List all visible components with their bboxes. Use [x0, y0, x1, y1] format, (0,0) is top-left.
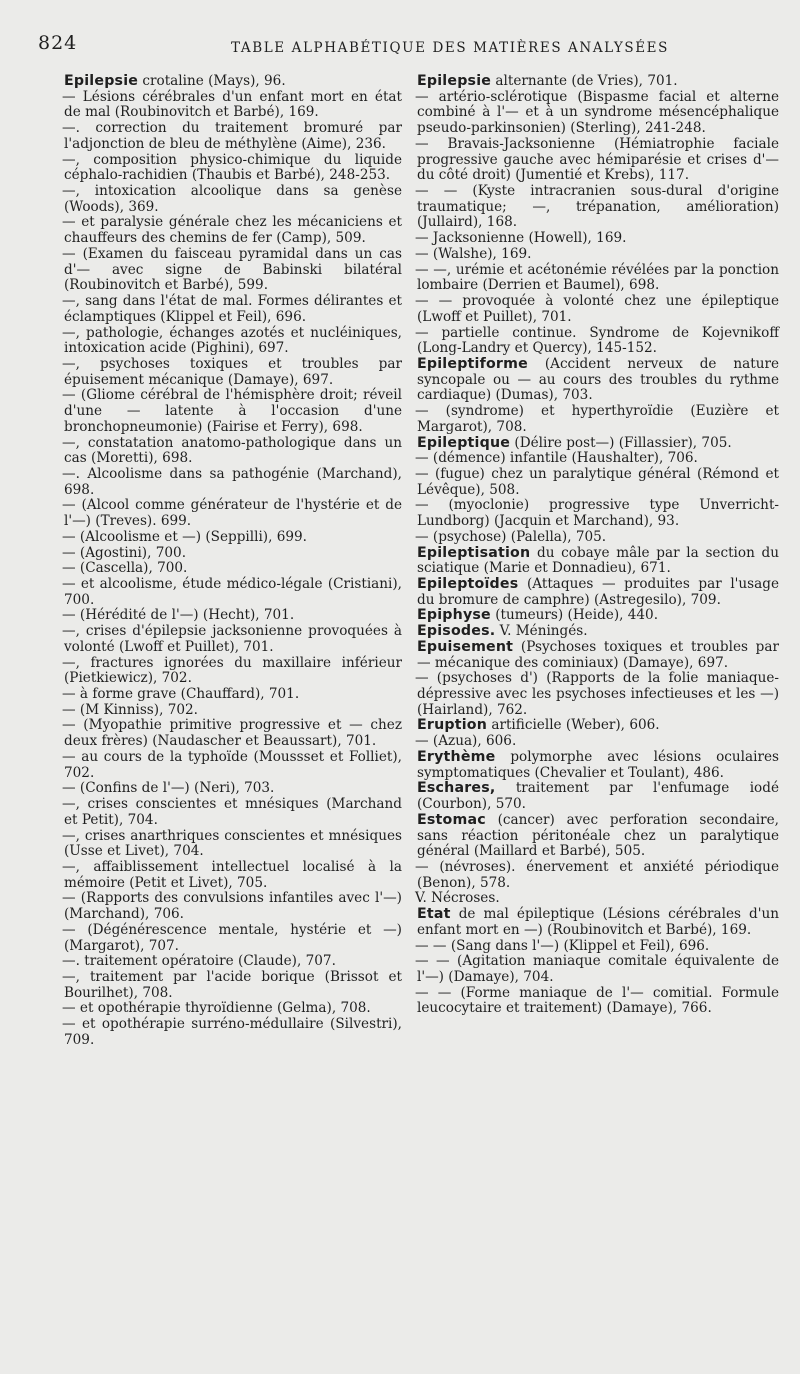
entry-text: —, fractures ignorées du maxillaire inférieur (Pietkiewicz), 702.	[62, 654, 402, 687]
index-entry-sub	[64, 703, 402, 719]
entry-text: — et alcoolisme, étude médico-légale (Cristiani), 700.	[62, 576, 402, 608]
entry-text: — — (Agitation maniaque comitale équivalente de l'—) (Damaye), 704.	[415, 953, 779, 985]
index-entry-sub	[64, 436, 402, 467]
index-entry-sub	[64, 970, 402, 1001]
entry-headword: Epileptiforme	[417, 355, 528, 372]
entry-text: alternante (de Vries), 701.	[491, 73, 678, 89]
running-title: TABLE ALPHABÉTIQUE DES MATIÈRES ANALYSÉES	[230, 40, 669, 56]
entry-headword: Epileptique	[417, 434, 511, 451]
index-entry-sub	[417, 451, 779, 467]
index-entry-sub	[417, 90, 779, 137]
index-entry-sub	[64, 954, 402, 970]
index-entry-sub	[417, 860, 779, 891]
entry-headword: Erythème	[417, 748, 496, 765]
index-entry-sub	[417, 467, 779, 498]
entry-text: — (Examen du faisceau pyramidal dans un cas d'— avec signe de Babinski bilatéral (Roubinovitch et Barbé), 599.	[62, 245, 402, 294]
index-entry-sub	[64, 797, 402, 828]
entry-text: polymorphe avec lésions oculaires symptomatiques (Chevalier et Toulant), 486.	[417, 748, 779, 781]
index-entry-main	[417, 624, 779, 640]
index-entry-main	[417, 546, 779, 577]
index-entry-sub	[64, 184, 402, 215]
index-entry-main	[417, 577, 779, 608]
entry-text: —, psychoses toxiques et troubles par épuisement mécanique (Damaye), 697.	[62, 355, 402, 388]
index-entry-sub	[64, 891, 402, 922]
index-entry-sub	[417, 247, 779, 263]
index-entry-main	[417, 74, 779, 90]
index-entry-sub	[64, 687, 402, 703]
index-entry-sub	[417, 137, 779, 184]
entry-headword: Estomac	[417, 811, 486, 828]
index-entry-sub	[417, 530, 779, 546]
entry-headword: Etat	[417, 906, 451, 923]
entry-text: —, sang dans l'état de mal. Formes délirantes et éclamptiques (Klippel et Feil), 696.	[62, 293, 402, 325]
entry-text: (Psychoses toxiques et troubles par — mécanique des cominiaux) (Damaye), 697.	[417, 638, 779, 671]
entry-headword: Epilepsie	[417, 73, 492, 89]
entry-text: — et opothérapie surréno-médullaire (Silvestri), 709.	[62, 1016, 402, 1048]
entry-text: —, crises conscientes et mnésiques (Marchand et Petit), 704.	[62, 796, 402, 828]
index-entry-sub	[417, 986, 779, 1017]
index-entry-main	[417, 436, 779, 452]
index-entry-main	[64, 74, 402, 90]
index-entry-main	[417, 750, 779, 781]
index-entry-sub	[64, 326, 402, 357]
entry-text: — (psychose) (Palella), 705.	[415, 528, 607, 545]
index-entry-sub	[64, 153, 402, 184]
entry-text: — (Azua), 606.	[415, 733, 517, 750]
entry-text: V. Nécroses.	[415, 890, 500, 907]
entry-text: — Bravais-Jacksonienne (Hémiatrophie faciale progressive gauche avec hémiparésie et crises d'— du côté droit) (Jumentié et Krebs), 117.	[415, 135, 779, 184]
index-entry-sub	[64, 357, 402, 388]
entry-text: — et paralysie générale chez les mécaniciens et chauffeurs des chemins de fer (Camp), 509.	[62, 214, 402, 247]
entry-text: —, composition physico-chimique du liquide céphalo-rachidien (Thaubis et Barbé), 248-253.	[62, 151, 402, 184]
entry-text: (cancer) avec perforation secondaire, sans réaction péritonéale chez un paralytique général (Maillard et Barbé), 505.	[417, 811, 779, 860]
index-entry-sub	[64, 860, 402, 891]
index-entry-sub	[417, 891, 779, 907]
entry-text: — (Hérédité de l'—) (Hecht), 701.	[62, 607, 295, 624]
index-entry-sub	[64, 577, 402, 608]
entry-text: — (Agostini), 700.	[62, 544, 187, 561]
entry-text: —, traitement par l'acide borique (Brissot et Bourilhet), 708.	[62, 968, 402, 1001]
entry-text: — (Rapports des convulsions infantiles avec l'—) (Marchand), 706.	[62, 890, 402, 923]
entry-text: — — (Sang dans l'—) (Klippel et Feil), 696.	[415, 937, 710, 954]
index-entry-sub	[417, 954, 779, 985]
index-entry-main	[417, 357, 779, 404]
index-entry-sub	[64, 498, 402, 529]
entry-text: —, crises d'épilepsie jacksonienne provoquées à volonté (Lwoff et Puillet), 701.	[62, 623, 402, 655]
entry-text: — artério-sclérotique (Bispasme facial et alterne combiné à l'— et à un syndrome mésencéphalique pseudo-parkinsonien) (Sterling), 241-248.	[415, 88, 779, 137]
entry-text: —, constatation anatomo-pathologique dans un cas (Moretti), 698.	[62, 434, 402, 467]
index-entry-main	[417, 907, 779, 938]
entry-text: V. Méningés.	[495, 623, 588, 640]
index-entry-sub	[64, 388, 402, 435]
entry-text: — à forme grave (Chauffard), 701.	[62, 686, 300, 703]
entry-text: artificielle (Weber), 606.	[487, 717, 660, 734]
entry-text: — Jacksonienne (Howell), 169.	[415, 230, 627, 247]
index-entry-main	[417, 640, 779, 671]
index-entry-sub	[64, 90, 402, 121]
entry-text: — (Dégénérescence mentale, hystérie et —) (Margarot), 707.	[62, 921, 402, 954]
entry-text: — —, urémie et acétonémie révélées par la ponction lombaire (Derrien et Baumel), 698.	[415, 261, 779, 294]
index-entry-sub	[417, 326, 779, 357]
index-column-left	[64, 74, 402, 1049]
entry-headword: Eschares,	[417, 780, 496, 797]
index-entry-main	[417, 608, 779, 624]
entry-text: — au cours de la typhoïde (Moussset et Folliet), 702.	[62, 748, 402, 781]
entry-text: —. traitement opératoire (Claude), 707.	[62, 953, 336, 970]
entry-text: de mal épileptique (Lésions cérébrales d'un enfant mort en —) (Roubinovitch et Barbé), 169.	[417, 906, 779, 938]
page-number: 824	[38, 32, 78, 54]
index-entry-sub	[417, 671, 779, 718]
index-entry-sub	[417, 498, 779, 529]
entry-headword: Eruption	[417, 717, 488, 734]
entry-text: — (M Kinniss), 702.	[62, 701, 198, 718]
entry-text: (Délire post—) (Fillassier), 705.	[510, 434, 732, 451]
entry-text: — (Myopathie primitive progressive et — chez deux frères) (Naudascher et Beaussart), 701.	[62, 717, 402, 750]
index-entry-sub	[64, 718, 402, 749]
entry-text: (Attaques — produites par l'usage du bromure de camphre) (Astregesilo), 709.	[417, 576, 779, 608]
index-entry-sub	[417, 231, 779, 247]
entry-text: — (fugue) chez un paralytique général (Rémond et Lévêque), 508.	[415, 465, 779, 498]
entry-text: — (Cascella), 700.	[62, 560, 188, 577]
index-entry-main	[417, 718, 779, 734]
entry-text: — — (Kyste intracranien sous-dural d'origine traumatique; —, trépanation, amélioration) (Jullaird), 168.	[415, 183, 779, 231]
entry-text: — (Alcool comme générateur de l'hystérie et de l'—) (Treves). 699.	[62, 497, 402, 530]
entry-text: crotaline (Mays), 96.	[138, 73, 286, 89]
index-entry-sub	[64, 1001, 402, 1017]
entry-headword: Epilepsie	[64, 73, 139, 89]
entry-text: — (névroses). énervement et anxiété périodique (Benon), 578.	[415, 858, 779, 891]
index-entry-sub	[64, 923, 402, 954]
index-entry-sub	[64, 546, 402, 562]
index-entry-sub	[64, 215, 402, 246]
index-entry-sub	[64, 247, 402, 294]
entry-text: —. Alcoolisme dans sa pathogénie (Marchand), 698.	[62, 465, 402, 498]
index-entry-sub	[64, 750, 402, 781]
entry-text: — (psychoses d') (Rapports de la folie maniaque-dépressive avec les psychoses infectieuses et les —) (Hairland), 762.	[415, 670, 779, 718]
entry-text: — partielle continue. Syndrome de Kojevnikoff (Long-Landry et Quercy), 145-152.	[415, 324, 779, 357]
entry-text: — (démence) infantile (Haushalter), 706.	[415, 450, 698, 467]
entry-headword: Episodes.	[417, 623, 496, 640]
entry-text: — (syndrome) et hyperthyroïdie (Euzière et Margarot), 708.	[415, 403, 779, 435]
entry-headword: Epiphyse	[417, 607, 491, 624]
index-entry-sub	[417, 263, 779, 294]
entry-text: — (Confins de l'—) (Neri), 703.	[62, 780, 275, 797]
entry-text: —, crises anarthriques conscientes et mnésiques (Usse et Livet), 704.	[62, 827, 402, 860]
index-entry-sub	[64, 121, 402, 152]
entry-headword: Epileptisation	[417, 544, 531, 561]
index-entry-sub	[64, 829, 402, 860]
entry-headword: Epileptoïdes	[417, 576, 519, 592]
entry-text: (Accident nerveux de nature syncopale ou — au cours des troubles du rythme cardiaque) (Dumas), 703.	[417, 355, 779, 404]
index-entry-sub	[64, 561, 402, 577]
entry-headword: Epuisement	[417, 638, 514, 655]
entry-text: — (Gliome cérébral de l'hémisphère droit; réveil d'une — latente à l'occasion d'une bronchopneumonie) (Fairise et Ferry), 698.	[62, 387, 402, 435]
entry-text: du cobaye mâle par la section du sciatique (Marie et Donnadieu), 671.	[417, 544, 779, 577]
entry-text: — — provoquée à volonté chez une épileptique (Lwoff et Puillet), 701.	[415, 293, 779, 325]
entry-text: — — (Forme maniaque de l'— comitial. Formule leucocytaire et traitement) (Damaye), 766.	[415, 984, 779, 1017]
entry-text: traitement par l'enfumage iodé (Courbon), 570.	[417, 780, 779, 813]
entry-text: — Lésions cérébrales d'un enfant mort en état de mal (Roubinovitch et Barbé), 169.	[62, 88, 402, 121]
index-entry-sub	[64, 656, 402, 687]
index-entry-sub	[417, 294, 779, 325]
entry-text: —, pathologie, échanges azotés et nucléiniques, intoxication acide (Pighini), 697.	[62, 324, 402, 357]
entry-text: — (myoclonie) progressive type Unverricht-Lundborg) (Jacquin et Marchand), 93.	[415, 497, 779, 530]
index-entry-sub	[64, 530, 402, 546]
index-entry-sub	[417, 184, 779, 231]
entry-text: —, intoxication alcoolique dans sa genèse (Woods), 369.	[62, 183, 402, 215]
entry-text: — (Alcoolisme et —) (Seppilli), 699.	[62, 528, 308, 545]
entry-text: — (Walshe), 169.	[415, 245, 532, 262]
entry-text: —, affaiblissement intellectuel localisé à la mémoire (Petit et Livet), 705.	[62, 858, 402, 891]
index-entry-main	[417, 813, 779, 860]
index-entry-sub	[64, 624, 402, 655]
index-entry-sub	[64, 1017, 402, 1048]
entry-text: —. correction du traitement bromuré par l'adjonction de bleu de méthylène (Aime), 236.	[62, 120, 402, 152]
index-entry-sub	[417, 734, 779, 750]
index-entry-sub	[64, 467, 402, 498]
index-entry-sub	[64, 781, 402, 797]
index-entry-main	[417, 781, 779, 812]
entry-text: (tumeurs) (Heide), 440.	[490, 607, 659, 624]
index-column-right	[417, 74, 779, 1017]
index-entry-sub	[64, 294, 402, 325]
index-entry-sub	[417, 404, 779, 435]
entry-text: — et opothérapie thyroïdienne (Gelma), 708.	[62, 1000, 371, 1017]
index-entry-sub	[64, 608, 402, 624]
index-entry-sub	[417, 939, 779, 955]
